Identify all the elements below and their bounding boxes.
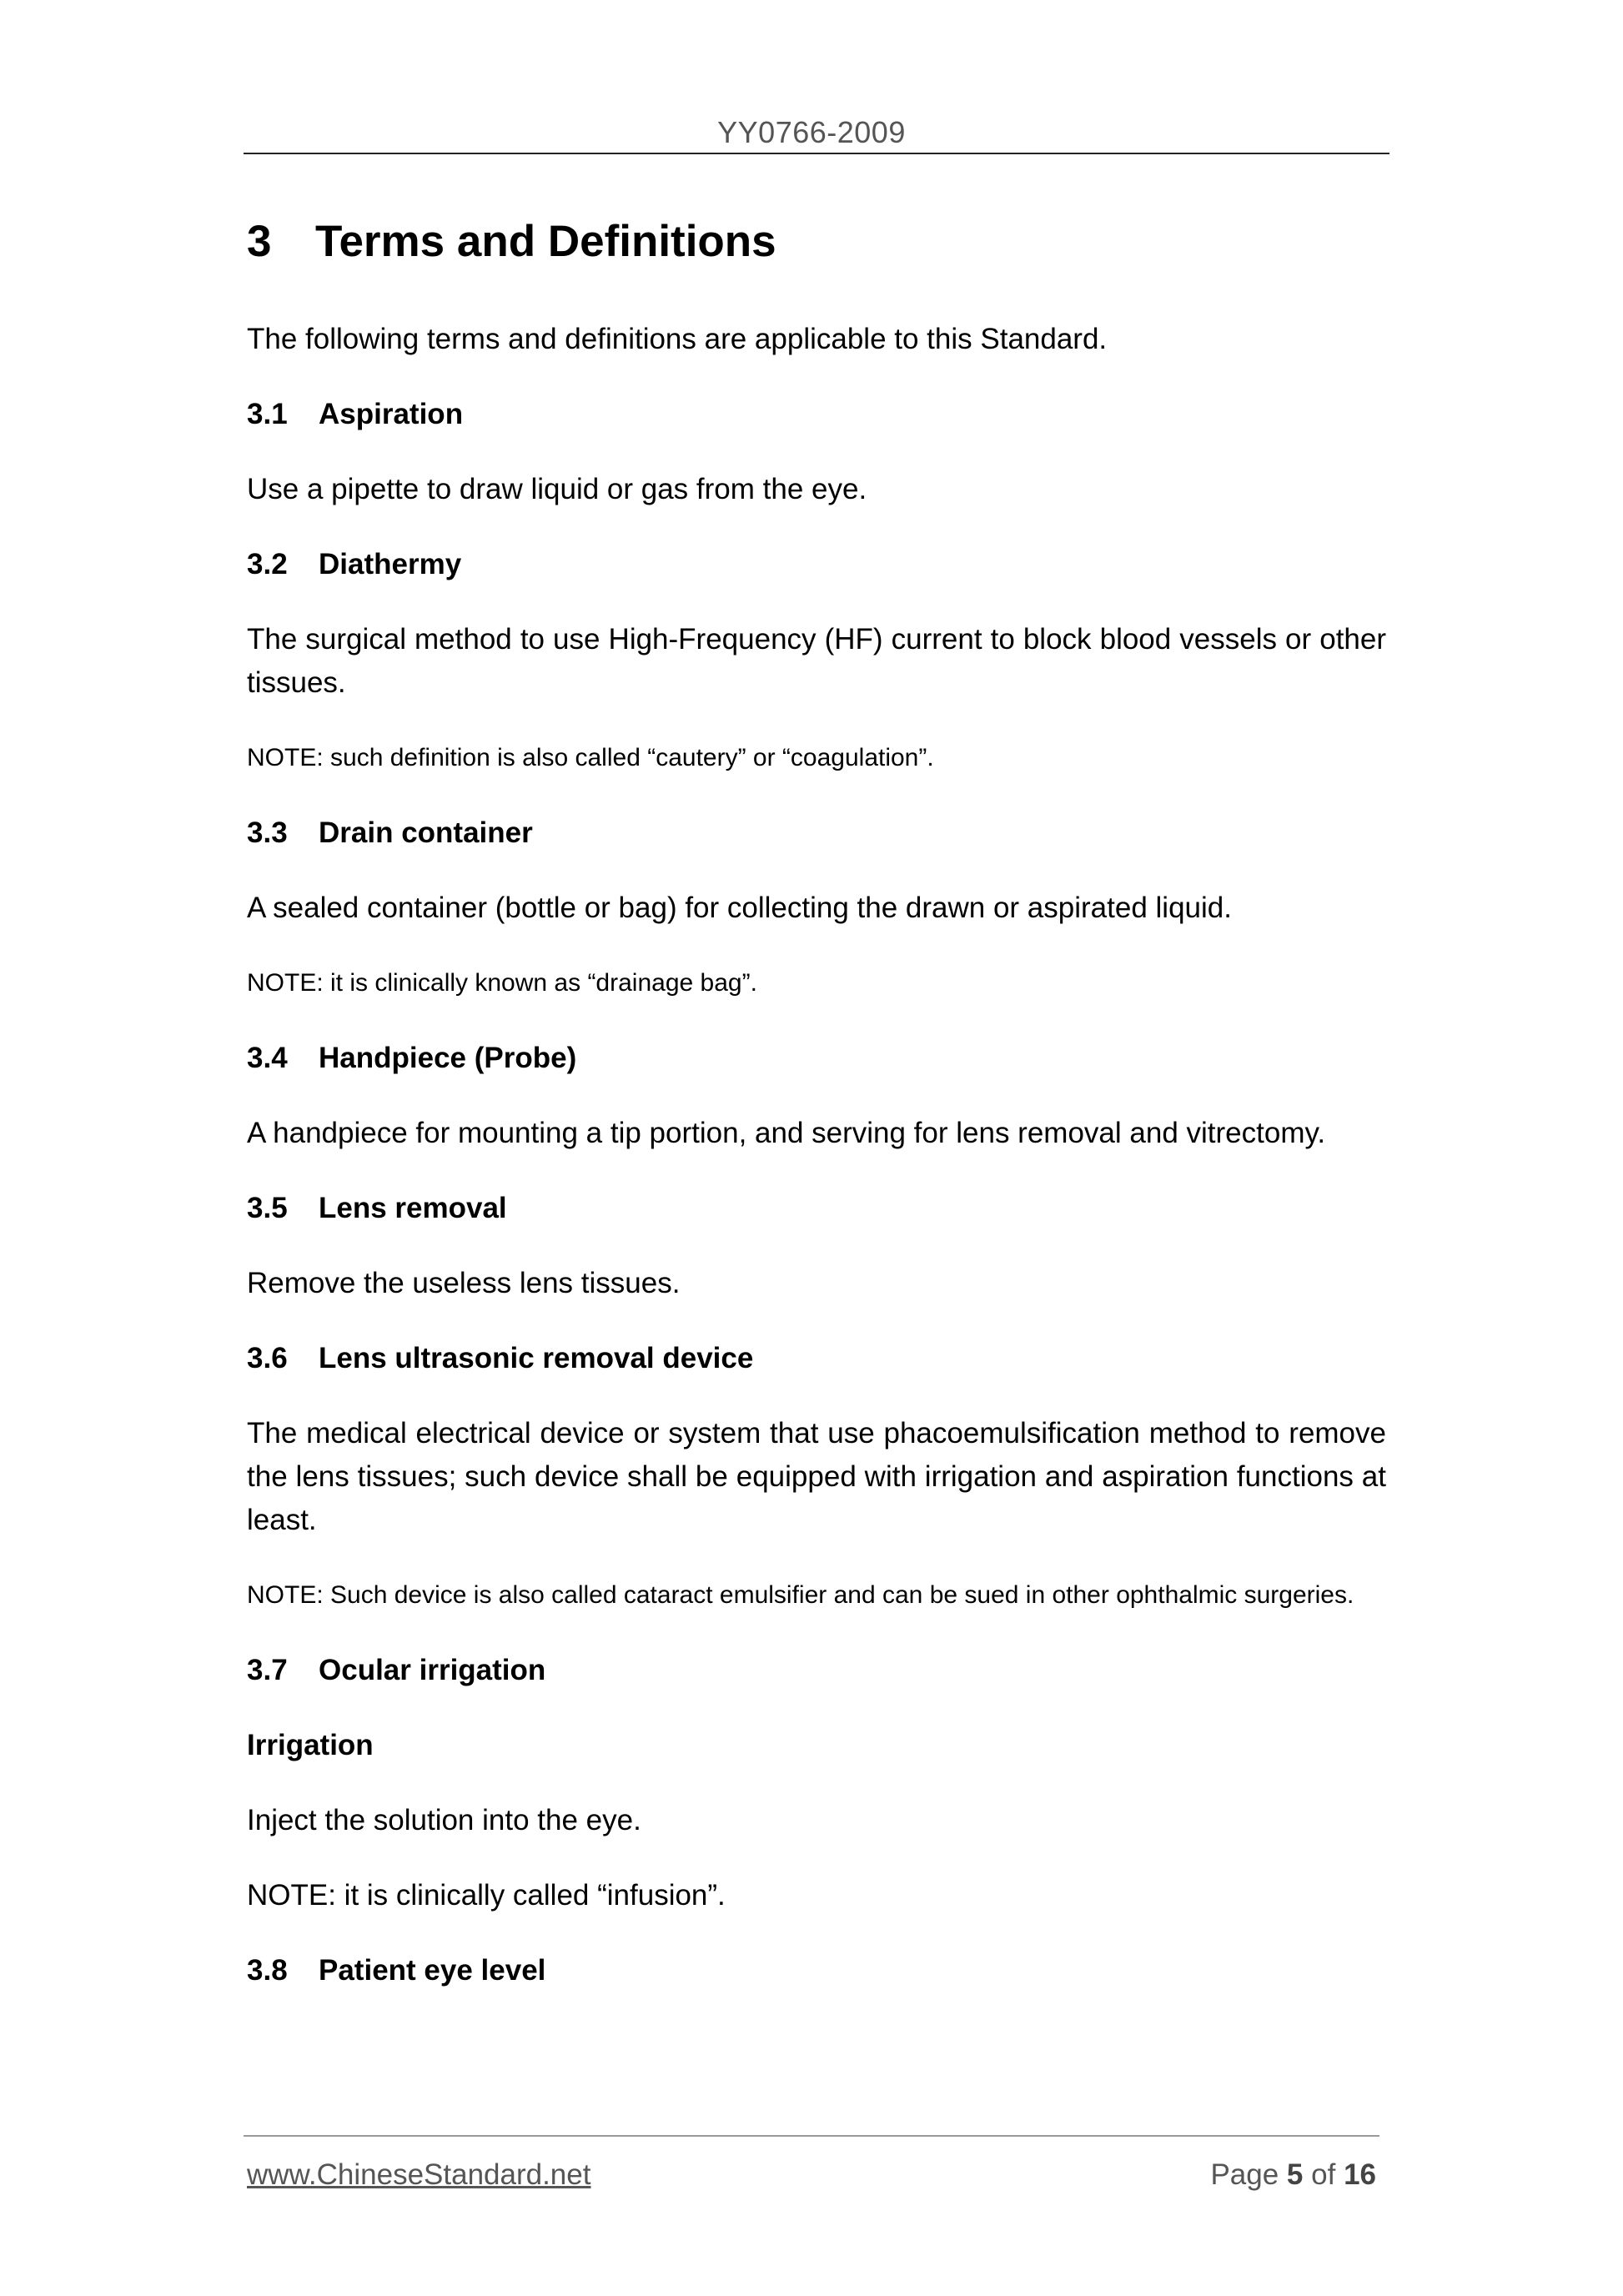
term-number: 3.8 (247, 1954, 288, 1987)
term-number: 3.2 (247, 548, 288, 580)
header-divider (244, 153, 1389, 154)
website-link[interactable]: www.ChineseStandard.net (247, 2158, 591, 2191)
term-heading-drain-container (247, 811, 1386, 855)
term-number: 3.3 (247, 816, 288, 849)
term-note: NOTE: it is clinically known as “drainage bag”. (247, 969, 757, 997)
term-definition: Use a pipette to draw liquid or gas from the eye. (247, 473, 867, 505)
term-number: 3.6 (247, 1342, 288, 1374)
page-prefix: Page (1210, 2158, 1279, 2191)
page-of: of (1311, 2158, 1336, 2191)
term-title: Aspiration (319, 398, 464, 430)
page-current: 5 (1286, 2158, 1304, 2191)
term-title: Lens removal (319, 1192, 507, 1224)
document-body (247, 213, 1386, 2024)
term-number: 3.5 (247, 1192, 288, 1224)
term-number: 3.7 (247, 1654, 288, 1686)
term-definition: The surgical method to use High-Frequency (HF) current to block blood vessels or other tissues. (247, 623, 1386, 699)
term-heading-ocular-irrigation (247, 1649, 1386, 1692)
term-title: Lens ultrasonic removal device (319, 1342, 754, 1374)
term-heading-diathermy (247, 543, 1386, 586)
section-number: 3 (247, 217, 272, 266)
page-indicator (1210, 2158, 1376, 2192)
term-definition: Remove the useless lens tissues. (247, 1267, 681, 1299)
term-definition: Inject the solution into the eye. (247, 1804, 641, 1836)
term-heading-lens-ultrasonic-removal-device (247, 1337, 1386, 1380)
term-heading-lens-removal (247, 1187, 1386, 1230)
footer-divider (244, 2135, 1379, 2137)
term-heading-patient-eye-level (247, 1949, 1386, 1992)
page-total: 16 (1344, 2158, 1376, 2191)
term-title: Drain container (319, 816, 533, 849)
term-heading-aspiration (247, 393, 1386, 436)
term-note: NOTE: it is clinically called “infusion”. (247, 1879, 726, 1912)
term-title: Handpiece (Probe) (319, 1042, 577, 1074)
term-title: Patient eye level (319, 1954, 546, 1987)
section-intro: The following terms and definitions are applicable to this Standard. (247, 323, 1108, 355)
term-note: NOTE: Such device is also called cataract emulsifier and can be sued in other ophthalmic surgeries. (247, 1581, 1354, 1609)
term-number: 3.4 (247, 1042, 288, 1074)
section-title-text: Terms and Definitions (315, 217, 776, 266)
term-definition: A sealed container (bottle or bag) for collecting the drawn or aspirated liquid. (247, 892, 1232, 924)
term-definition: A handpiece for mounting a tip portion, and serving for lens removal and vitrectomy. (247, 1117, 1326, 1149)
term-alt-title: Irrigation (247, 1729, 374, 1761)
term-title: Ocular irrigation (319, 1654, 546, 1686)
term-title: Diathermy (319, 548, 462, 580)
term-number: 3.1 (247, 398, 288, 430)
term-definition: The medical electrical device or system that use phacoemulsification method to remove the lens tissues; such device shall be equipped with irrigation and aspiration functions at least. (247, 1417, 1386, 1536)
document-code: YY0766-2009 (717, 115, 906, 149)
term-heading-handpiece (247, 1037, 1386, 1080)
term-note: NOTE: such definition is also called “cautery” or “coagulation”. (247, 744, 934, 771)
section-title (247, 213, 1386, 271)
